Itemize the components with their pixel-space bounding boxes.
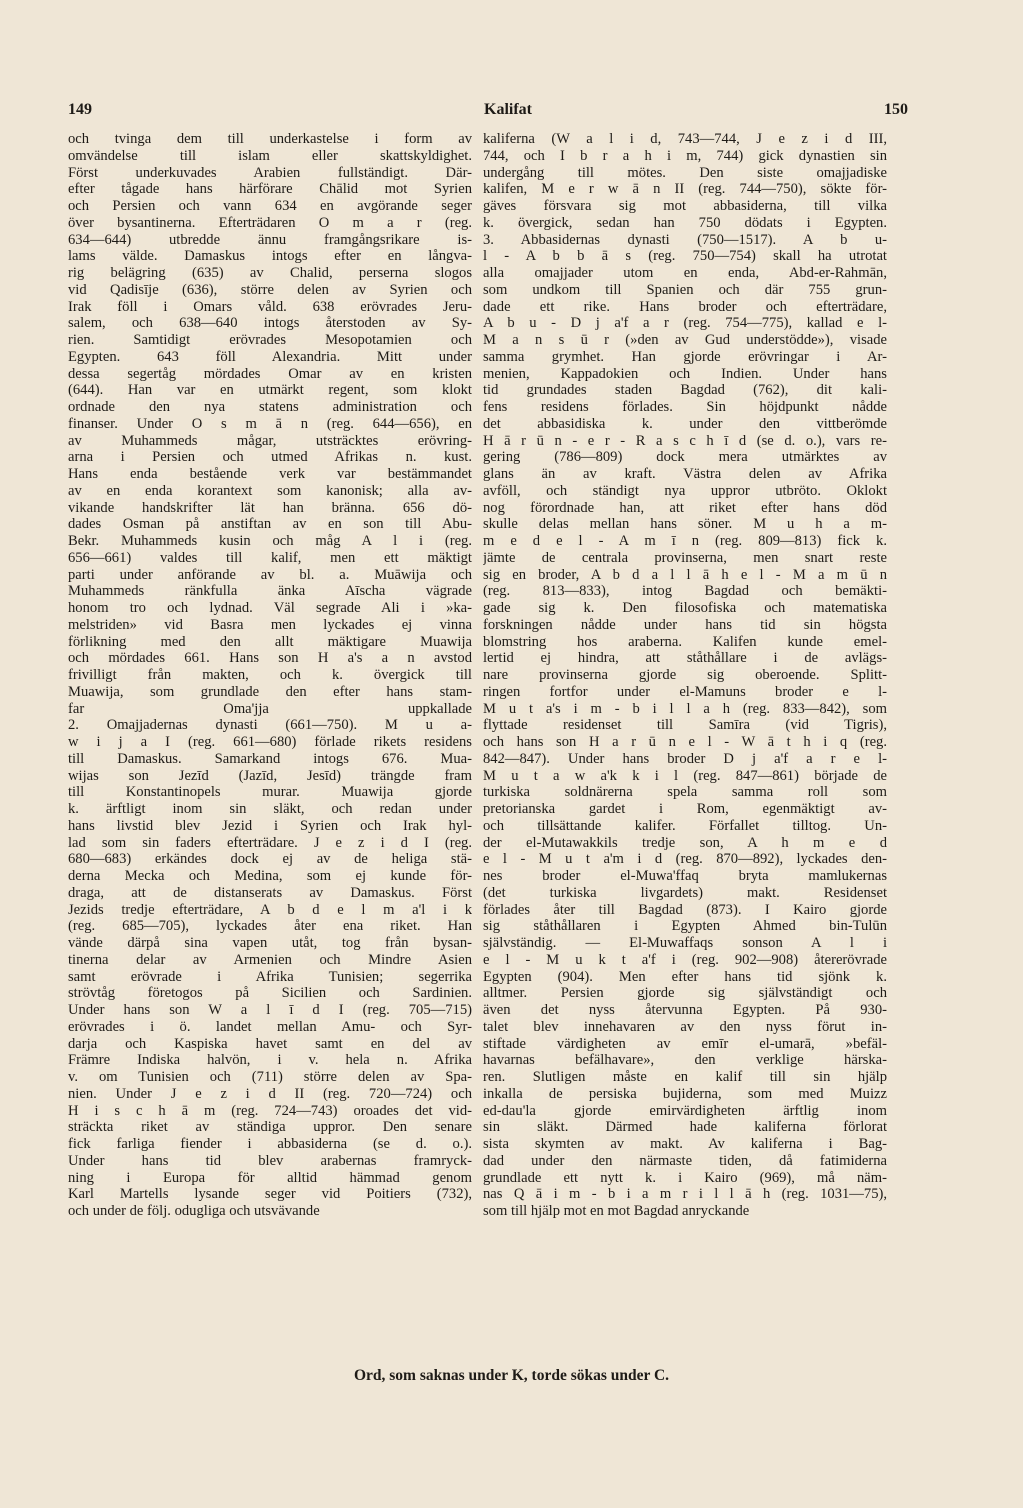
- right-column-line: även det nyss återvunna Egypten. På 930-: [483, 1002, 887, 1018]
- left-column-line: parti under anförande av bl. a. Muāwija och: [68, 566, 472, 583]
- right-column-line: m e d e l - A m ī n (reg. 809—813) fick k.: [483, 533, 887, 549]
- left-column-line: vid Qadisīje (636), större delen av Syrien och: [68, 281, 472, 298]
- right-column-line: (det turkiska livgardets) makt. Residenset: [483, 884, 887, 901]
- left-column-line: och Persien och vann 634 en avgörande seger: [68, 198, 472, 214]
- right-column-line: M a n s ū r (»den av Gud understödde»), visade: [483, 332, 887, 348]
- left-column-line: till Konstantinopels murar. Muawija gjorde: [68, 784, 472, 801]
- right-column-line: avföll, och ständigt nya uppror utbröto. Oklokt: [483, 482, 887, 499]
- left-column-line: Hans enda bestående verk var bestämmandet: [68, 466, 472, 482]
- right-column-line: och tillsättande kalifer. Förfallet tilltog. Un-: [483, 817, 887, 834]
- left-column-line: dades Osman på anstiftan av en son till Abu-: [68, 516, 472, 533]
- right-column-line: samma grymhet. Han gjorde erövringar i Ar-: [483, 348, 887, 365]
- left-column-line: 634—644) utbredde ännu framgångsrikare is-: [68, 231, 472, 248]
- left-column-line: Bekr. Muhammeds kusin och måg A l i (reg.: [68, 533, 472, 549]
- right-column-line: e l - M u t a'm i d (reg. 870—892), lyckades den-: [483, 851, 887, 868]
- left-column-line: Egypten. 643 föll Alexandria. Mitt under: [68, 348, 472, 365]
- right-column-line: k. övergick, sedan han 750 dödats i Egypten.: [483, 214, 887, 231]
- right-column-line: förlades åter till Bagdad (873). I Kairo gjorde: [483, 901, 887, 918]
- left-column-line: Muawija, som grundlade den efter hans stam-: [68, 683, 472, 700]
- right-column-line: skulle delas mellan hans söner. M u h a m-: [483, 516, 887, 533]
- right-column-line: kalifen, M e r w ā n II (reg. 744—750), sökte för-: [483, 181, 887, 198]
- right-column-line: H ā r ū n - e r - R a s c h ī d (se d. o.), vars re-: [483, 432, 887, 449]
- page-number-right: 150: [884, 101, 908, 118]
- left-column-line: far Oma'jja uppkallade: [68, 700, 472, 717]
- left-column-line: hans livstid blev Jezid i Syrien och Irak hyl-: [68, 817, 472, 834]
- left-column-line: nien. Under J e z i d II (reg. 720—724) och: [68, 1085, 472, 1102]
- left-column-line: frivilligt från makten, och k. övergick till: [68, 667, 472, 683]
- footer-note: Ord, som saknas under K, torde sökas under C.: [353, 1367, 670, 1384]
- left-column-line: dessa segertåg mördades Omar av en kristen: [68, 365, 472, 382]
- left-column-line: rig belägring (635) av Chalid, perserna slogos: [68, 265, 472, 281]
- left-column-line: Främre Indiska halvön, i v. hela n. Afrika: [68, 1052, 472, 1069]
- left-column-line: tinerna delar av Armenien och Mindre Asien: [68, 951, 472, 968]
- right-column-line: dad under den närmaste tiden, då fatimiderna: [483, 1152, 887, 1169]
- right-column-line: gade sig k. Den filosofiska och matematiska: [483, 600, 887, 616]
- right-column-line: jämte de centrala provinserna, men snart reste: [483, 549, 887, 566]
- right-column-line: och hans son H a r ū n e l - W ā t h i q (reg.: [483, 734, 887, 750]
- right-column-line: 3. Abbasidernas dynasti (750—1517). A b u-: [483, 231, 887, 248]
- left-column-line: derna Mecka och Medina, som ej kunde för-: [68, 868, 472, 884]
- right-column-line: Egypten (904). Men efter hans tid sjönk k.: [483, 968, 887, 985]
- right-column-line: glans än av kraft. Västra delen av Afrika: [483, 466, 887, 482]
- right-column-line: som undkom till Spanien och där 755 grun-: [483, 281, 887, 298]
- left-column-line: Karl Martells lysande seger vid Poitiers (732),: [68, 1186, 472, 1203]
- left-column-line: H i s c h ā m (reg. 724—743) oroades det vid-: [68, 1102, 472, 1119]
- right-column-line: blomstring hos araberna. Kalifen kunde emel-: [483, 633, 887, 650]
- right-column-line: l - A b b ā s (reg. 750—754) skall ha utrotat: [483, 248, 887, 265]
- left-column-line: Jezids tredje efterträdare, A b d e l m a'l i k: [68, 901, 472, 918]
- right-column-line: nare provinserna gjorde sig oberoende. Splitt-: [483, 667, 887, 683]
- left-column-line: k. ärftligt inom sin släkt, och redan under: [68, 801, 472, 817]
- left-column-line: Muhammeds ränkfulla änka Aīscha vägrade: [68, 583, 472, 600]
- right-column-line: fens residens förlades. Sin höjdpunkt nådde: [483, 399, 887, 415]
- right-column-line: inkalla de persiska bujiderna, som med Muizz: [483, 1085, 887, 1102]
- left-column-line: arna i Persien och utmed Afrikas n. kust.: [68, 449, 472, 466]
- right-column-line: der el-Mutawakkils tredje son, A h m e d: [483, 834, 887, 851]
- right-column-line: nes broder el-Muwa'ffaq bryta mamlukernas: [483, 868, 887, 884]
- left-column-line: honom tro och lydnad. Väl segrade Ali i »ka-: [68, 600, 472, 616]
- page-header: [68, 101, 908, 125]
- left-column-line: av Muhammeds mågar, utsträcktes erövring-: [68, 432, 472, 449]
- right-column-line: M u t a w a'k k i l (reg. 847—861) började de: [483, 767, 887, 784]
- left-column-line: Under hans tid blev arabernas framryck-: [68, 1152, 472, 1169]
- right-column-line: sista skymten av makt. Av kaliferna i Bag-: [483, 1136, 887, 1152]
- left-column-line: och tvinga dem till underkastelse i form av: [68, 131, 472, 147]
- left-column-line: vände därpå sina vapen utåt, tog från bysan-: [68, 935, 472, 951]
- left-column-line: lad som sin faders efterträdare. J e z i d I (reg.: [68, 834, 472, 851]
- right-column-line: dade ett rike. Hans broder och efterträdare,: [483, 298, 887, 315]
- right-column-line: flyttade residenset till Samīra (vid Tigris),: [483, 717, 887, 734]
- left-column-line: till Damaskus. Samarkand intogs 676. Mua-: [68, 750, 472, 767]
- left-column-line: (reg. 685—705), lyckades åter ena riket. Han: [68, 918, 472, 935]
- left-column-line: efter tågade hans härförare Chālid mot Syrien: [68, 181, 472, 198]
- left-column-line: lams välde. Damaskus intogs efter en långva-: [68, 248, 472, 265]
- right-column-line: turkiska soldnärerna spela samma roll som: [483, 784, 887, 801]
- left-column-line: erövrades i ö. landet mellan Amu- och Syr-: [68, 1018, 472, 1035]
- left-column-line: Irak föll i Omars våld. 638 erövrades Jeru-: [68, 298, 472, 315]
- right-column-line: ringen fortfor under el-Mamuns broder e l-: [483, 683, 887, 700]
- left-column-line: vikande handskrifter lät han bränna. 656 dö-: [68, 499, 472, 516]
- left-column-line: samt erövrade i Afrika Tunisien; segerrika: [68, 968, 472, 985]
- left-column-line: över bysantinerna. Efterträdaren O m a r (reg.: [68, 214, 472, 231]
- left-column-line: wijas son Jezīd (Jazīd, Jesīd) trängde fram: [68, 767, 472, 784]
- left-column-line: rien. Samtidigt erövrades Mesopotamien och: [68, 332, 472, 348]
- right-column-line: det abbasidiska k. under den vittberömde: [483, 415, 887, 432]
- left-column-line: sträckta riket av ständiga uppror. Den senare: [68, 1119, 472, 1136]
- right-column-line: som till hjälp mot en mot Bagdad anryckande: [483, 1203, 750, 1219]
- right-column-line: A b u - D j a'f a r (reg. 754—775), kallad e l-: [483, 315, 887, 332]
- right-column-line: M u t a's i m - b i l l a h (reg. 833—842), som: [483, 700, 887, 717]
- right-column-line: undergång till mötes. Den siste omajjadiske: [483, 164, 887, 181]
- right-column-line: ed-dau'la gjorde emirvärdigheten ärftlig inom: [483, 1102, 887, 1119]
- left-column-line: Under hans son W a l ī d I (reg. 705—715): [68, 1002, 472, 1018]
- right-column-line: tid grundades staden Bagdad (762), dit kali-: [483, 382, 887, 399]
- left-column-line: v. om Tunisien och (711) större delen av Spa-: [68, 1069, 472, 1085]
- right-column-line: pretorianska gardet i Rom, egenmäktigt av-: [483, 801, 887, 817]
- left-column-line: 2. Omajjadernas dynasti (661—750). M u a-: [68, 717, 472, 734]
- left-column-line: och mördades 661. Hans son H a's a n avstod: [68, 650, 472, 667]
- running-title: Kalifat: [484, 101, 532, 118]
- right-column-line: (reg. 813—833), intog Bagdad och bemäkti-: [483, 583, 887, 600]
- right-column-line: forskningen nådde under hans tid sin högsta: [483, 616, 887, 633]
- left-column-line: 680—683) erkändes dock ej av de heliga stä-: [68, 851, 472, 868]
- right-column-line: ren. Slutligen måste en kalif till sin hjälp: [483, 1069, 887, 1085]
- left-column-line: och under de följ. odugliga och utsvävande: [68, 1203, 320, 1219]
- left-column-line: darja och Kaspiska havet samt en del av: [68, 1035, 472, 1052]
- right-column-line: e l - M u k t a'f i (reg. 902—908) återerövrade: [483, 951, 887, 968]
- left-column-line: fick farliga fiender i abbasiderna (se d. o.).: [68, 1136, 472, 1152]
- right-column-line: nog förordnade han, att riket efter hans död: [483, 499, 887, 516]
- right-column-line: sin släkt. Därmed hade kaliferna förlorat: [483, 1119, 887, 1136]
- right-column-line: kaliferna (W a l i d, 743—744, J e z i d III,: [483, 131, 887, 147]
- right-column-line: grundlade ett nytt k. i Kairo (969), må näm-: [483, 1169, 887, 1186]
- right-column-line: sig ståthållaren i Egypten Ahmed bin-Tulūn: [483, 918, 887, 935]
- right-column: [483, 131, 887, 1220]
- right-column-line: havarnas befälhavare», den verklige härska-: [483, 1052, 887, 1069]
- right-column-line: stiftade värdigheten av emīr el-umarā, »befäl-: [483, 1035, 887, 1052]
- right-column-line: alla omajjader utom en enda, Abd-er-Rahmān,: [483, 265, 887, 281]
- left-column-line: ning i Europa för alltid hämmad genom: [68, 1169, 472, 1186]
- right-column-line: talet blev innehavaren av den nyss förut in-: [483, 1018, 887, 1035]
- left-column: [68, 131, 472, 1220]
- left-column-line: draga, att de distanserats av Damaskus. Först: [68, 884, 472, 901]
- left-column-line: (644). Han var en utmärkt regent, som klokt: [68, 382, 472, 399]
- left-column-line: ordnade den nya statens administration och: [68, 399, 472, 415]
- right-column-line: gäves försvara sig mot abbasiderna, till vilka: [483, 198, 887, 214]
- page-number-left: 149: [68, 101, 92, 118]
- right-column-line: gering (786—809) dock mera utmärktes av: [483, 449, 887, 466]
- right-column-line: 744, och I b r a h i m, 744) gick dynastien sin: [483, 147, 887, 164]
- left-column-line: omvändelse till islam eller skattskyldighet.: [68, 147, 472, 164]
- right-column-line: lertid ej hindra, att ståthållare i de avlägs-: [483, 650, 887, 667]
- left-column-line: melstriden» vid Basra men lyckades ej vinna: [68, 616, 472, 633]
- right-column-line: alltmer. Persien gjorde sig självständigt och: [483, 985, 887, 1002]
- right-column-line: menien, Kappadokien och Indien. Under hans: [483, 365, 887, 382]
- left-column-line: w i j a I (reg. 661—680) förlade rikets residens: [68, 734, 472, 750]
- left-column-line: Först underkuvades Arabien fullständigt. Där-: [68, 164, 472, 181]
- right-column-line: 842—847). Under hans broder D j a'f a r e l-: [483, 750, 887, 767]
- left-column-line: av en enda korantext som kanonisk; alla av-: [68, 482, 472, 499]
- right-column-line: sig en broder, A b d a l l ā h e l - M a m ū n: [483, 566, 887, 583]
- left-column-line: strövtåg företogos på Sicilien och Sardinien.: [68, 985, 472, 1002]
- left-column-line: 656—661) valdes till kalif, men ett mäktigt: [68, 549, 472, 566]
- left-column-line: förlikning med den allt mäktigare Muawija: [68, 633, 472, 650]
- right-column-line: nas Q ā i m - b i a m r i l l ā h (reg. 1031—75),: [483, 1186, 887, 1203]
- left-column-line: finanser. Under O s m ā n (reg. 644—656), en: [68, 415, 472, 432]
- right-column-line: självständig. — El-Muwaffaqs sonson A l i: [483, 935, 887, 951]
- left-column-line: salem, och 638—640 intogs återstoden av Sy-: [68, 315, 472, 332]
